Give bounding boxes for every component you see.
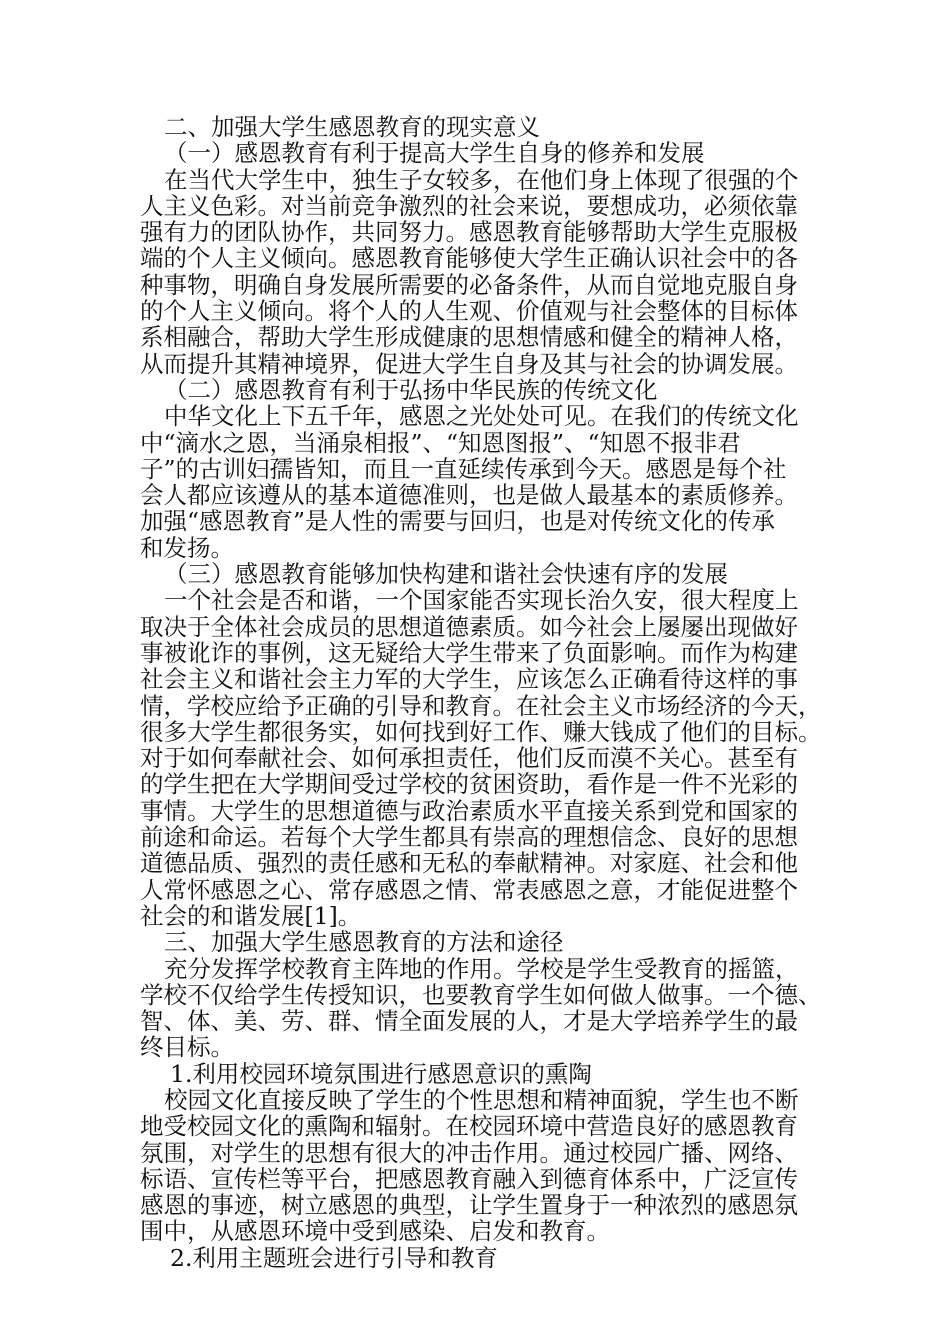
paragraph-line: 学校不仅给学生传授知识，也要教育学生如何做人做事。一个德、 [140,980,822,1009]
paragraph-line: 社会的和谐发展[1]。 [140,901,362,930]
paragraph-line: 地受校园文化的熏陶和辐射。在校园环境中营造良好的感恩教育 [140,1112,798,1141]
subsection-heading: （二）感恩教育有利于弘扬中华民族的传统文化 [164,375,658,404]
subsection-heading: 1.利用校园环境氛围进行感恩意识的熏陶 [170,1059,592,1088]
paragraph-line: 事被讹诈的事例，这无疑给大学生带来了负面影响。而作为构建 [140,638,798,667]
paragraph-line: 社会主义和谐社会主力军的大学生，应该怎么正确看待这样的事 [140,665,798,694]
paragraph-line: 种事物，明确自身发展所需要的必备条件，从而自觉地克服自身 [140,270,798,299]
paragraph-line: 人常怀感恩之心、常存感恩之情、常表感恩之意，才能促进整个 [140,875,798,904]
section-heading: 二、加强大学生感恩教育的现实意义 [164,113,540,141]
paragraph-line: 前途和命运。若每个大学生都具有崇高的理想信念、良好的思想 [140,823,798,852]
section-heading: 三、加强大学生感恩教育的方法和途径 [164,928,564,957]
paragraph-line: 很多大学生都很务实，如何找到好工作、赚大钱成了他们的目标。 [140,717,822,746]
paragraph-line: 感恩的事迹，树立感恩的典型，让学生置身于一种浓烈的感恩氛 [140,1191,798,1220]
subsection-heading: （一）感恩教育有利于提高大学生自身的修养和发展 [164,139,705,168]
paragraph-line: 在当代大学生中，独生子女较多，在他们身上体现了很强的个 [164,165,799,194]
paragraph-line: 事情。大学生的思想道德与政治素质水平直接关系到党和国家的 [140,796,798,825]
paragraph-line: 从而提升其精神境界，促进大学生自身及其与社会的协调发展。 [140,349,798,378]
paragraph-line: 子”的古训妇孺皆知，而且一直延续传承到今天。感恩是每个社 [140,454,787,483]
paragraph-line: 情，学校应给予正确的引导和教育。在社会主义市场经济的今天， [140,691,822,720]
document-body [140,113,822,1272]
paragraph-line: 对于如何奉献社会、如何承担责任，他们反而漠不关心。甚至有 [140,744,798,773]
paragraph-line: 氛围，对学生的思想有很大的冲击作用。通过校园广播、网络、 [140,1138,798,1167]
paragraph-line: 和发扬。 [140,533,234,562]
paragraph-line: 会人都应该遵从的基本道德准则，也是做人最基本的素质修养。 [140,481,798,510]
subsection-heading: （三）感恩教育能够加快构建和谐社会快速有序的发展 [164,560,728,589]
paragraph-line: 的个人主义倾向。将个人的人生观、价值观与社会整体的目标体 [140,297,798,326]
paragraph-line: 的学生把在大学期间受过学校的贫困资助，看作是一件不光彩的 [140,770,798,799]
paragraph-line: 中华文化上下五千年，感恩之光处处可见。在我们的传统文化 [164,402,799,431]
paragraph-line: 标语、宣传栏等平台，把感恩教育融入到德育体系中，广泛宣传 [140,1164,798,1193]
paragraph-line: 加强“感恩教育”是人性的需要与回归，也是对传统文化的传承 [140,507,776,536]
paragraph-line: 道德品质、强烈的责任感和无私的奉献精神。对家庭、社会和他 [140,849,798,878]
paragraph-line: 强有力的团队协作，共同努力。感恩教育能够帮助大学生克服极 [140,218,798,247]
paragraph-line: 围中，从感恩环境中受到感染、启发和教育。 [140,1217,610,1246]
paragraph-line: 智、体、美、劳、群、情全面发展的人，才是大学培养学生的最 [140,1007,798,1036]
paragraph-line: 充分发挥学校教育主阵地的作用。学校是学生受教育的摇篮， [164,954,799,983]
paragraph-line: 端的个人主义倾向。感恩教育能够使大学生正确认识社会中的各 [140,244,798,273]
subsection-heading: 2.利用主题班会进行引导和教育 [170,1243,498,1272]
paragraph-line: 校园文化直接反映了学生的个性思想和精神面貌，学生也不断 [164,1085,799,1114]
paragraph-line: 系相融合，帮助大学生形成健康的思想情感和健全的精神人格， [140,323,798,352]
paragraph-line: 终目标。 [140,1033,234,1062]
paragraph-line: 人主义色彩。对当前竞争激烈的社会来说，要想成功，必须依靠 [140,191,798,220]
paragraph-line: 中“滴水之恩，当涌泉相报”、“知恩图报”、“知恩不报非君 [140,428,741,457]
paragraph-line: 取决于全体社会成员的思想道德素质。如今社会上屡屡出现做好 [140,612,798,641]
paragraph-line: 一个社会是否和谐，一个国家能否实现长治久安，很大程度上 [164,586,799,615]
